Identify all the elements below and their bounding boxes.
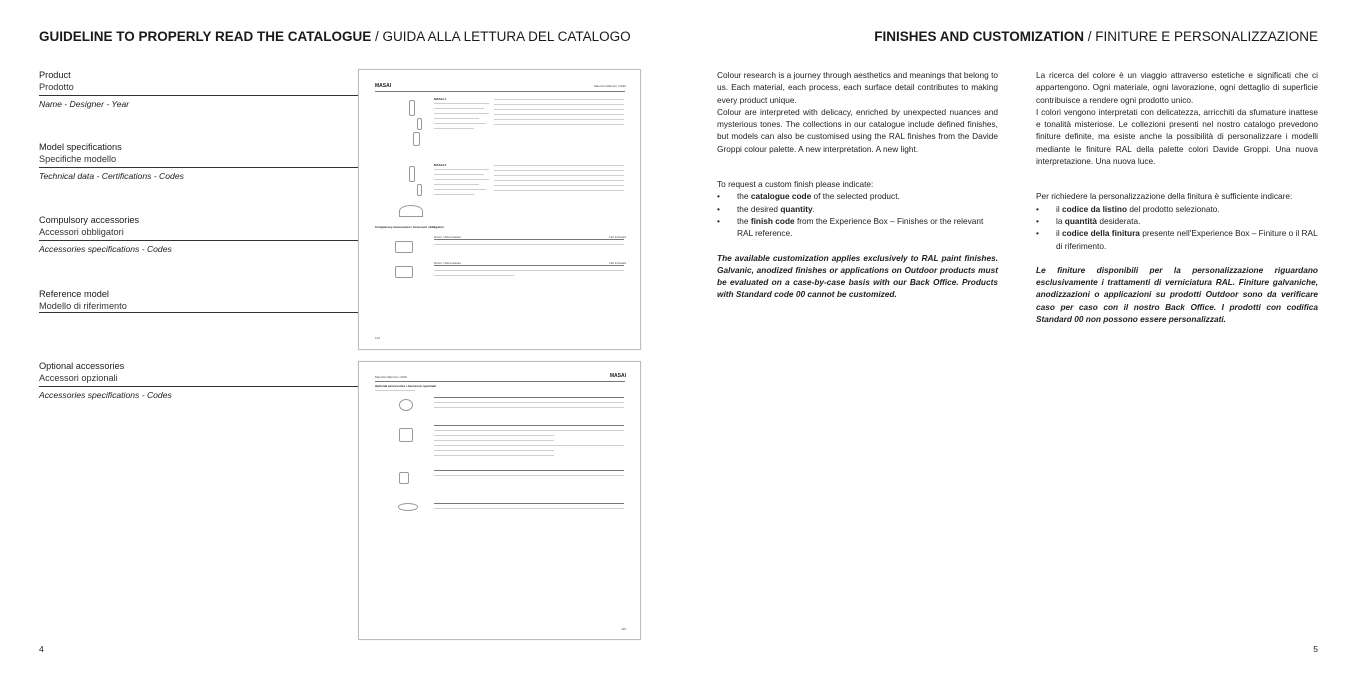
section-label-en: Compulsory accessories <box>39 215 140 225</box>
section-label-it: Accessori obbligatori <box>39 227 124 237</box>
intro-paragraph: Colour research is a journey through aesthetics and meanings that belong to us. Each material, each process, each surface detail contributes to making every product unique. <box>717 70 998 105</box>
left-page-title <box>39 29 631 44</box>
section-label-en: Product <box>39 70 71 80</box>
thumb-optional-label: Optional accessories / Accessori opzionali <box>375 384 436 388</box>
product-drawing <box>417 184 422 196</box>
left-title-light: / GUIDA ALLA LETTURA DEL CATALOGO <box>371 29 631 44</box>
product-drawing <box>399 428 413 442</box>
list-item: • the catalogue code of the selected product. <box>717 190 998 202</box>
product-drawing <box>409 100 415 116</box>
thumb-page-number: 114 <box>375 336 380 340</box>
section-model-specifications <box>39 141 365 181</box>
thumb-designer: Maurizio Marconi | 2015 <box>594 84 626 88</box>
section-desc: Technical data - Certifications - Codes <box>39 171 184 181</box>
catalogue-page-thumbnail <box>358 69 641 350</box>
customization-note: The available customization applies exclusively to RAL paint finishes. Galvanic, anodized finishes or applications on Outdoor products must be evaluated on a case-by-case basis with our Back Office. Products with Standard code 00 cannot be customized. <box>717 252 998 300</box>
request-text: Per richiedere la personalizzazione della finitura è sufficiente indicare: <box>1036 191 1293 202</box>
thumb-rule <box>375 91 625 92</box>
list-item: • the finish code from the Experience Box – Finishes or the relevant RAL reference. <box>717 215 998 240</box>
product-drawing <box>413 132 420 146</box>
section-rule <box>39 95 365 96</box>
list-item: • la quantità desiderata. <box>1036 215 1318 227</box>
product-drawing <box>395 266 413 278</box>
product-drawing <box>399 205 423 217</box>
section-label-it: Accessori opzionali <box>39 373 118 383</box>
page-number-right: 5 <box>1313 644 1318 654</box>
english-column <box>717 69 998 301</box>
intro-paragraph: I colori vengono interpretati con delicatezza, arricchiti da sfumature inattese e tonalità misteriose. Le collezioni presenti nel nostro catalogo prevedono finiture definite, ma esiste anche la possibilità di personalizzare i modelli mediante le finiture RAL della palette colori Davide Groppi. Una nuova interpretazione. Una nuova luce. <box>1036 106 1318 167</box>
section-label-it: Prodotto <box>39 82 74 92</box>
thumb-driver-label: Driver / Alimentatore <box>434 235 462 239</box>
thumb-designer: Maurizio Marconi | 2015 <box>375 375 407 379</box>
section-label-en: Model specifications <box>39 142 122 152</box>
intro-paragraph: La ricerca del colore è un viaggio attraverso estetiche e significati che ci appartengono. Ogni materiale, ogni lavorazione, ogni dettaglio di superficie contribuisce a rendere ogni prodotto unico. <box>1036 70 1318 105</box>
thumb-brand: MASAI <box>609 373 626 379</box>
thumb-driver-label: Driver / Alimentatore <box>434 261 462 265</box>
left-title-bold: GUIDELINE TO PROPERLY READ THE CATALOGUE <box>39 29 372 44</box>
thumb-compulsory-label: Compulsory accessories / Accessori obbligatori <box>375 225 444 229</box>
thumb-model2: MASAI 2 <box>434 163 447 167</box>
product-drawing <box>417 118 422 130</box>
thumb-model1: MASAI 1 <box>434 97 447 101</box>
intro-paragraph: Colour are interpreted with delicacy, enriched by unexpected nuances and mysterious tones. The collections in our catalogue include defined finishes, but models can also be customised using the RAL finishes from the Davide Groppi colour palette. A new interpretation. A new light. <box>717 106 998 154</box>
request-list <box>717 190 998 239</box>
right-page-title <box>874 29 1318 44</box>
list-item: • the desired quantity. <box>717 203 998 215</box>
catalogue-page-thumbnail <box>358 361 641 640</box>
section-reference-model <box>39 288 365 312</box>
product-drawing <box>398 503 418 511</box>
section-product <box>39 69 365 109</box>
section-desc: Accessories specifications - Codes <box>39 244 172 254</box>
italian-column <box>1036 69 1318 325</box>
section-rule <box>39 240 365 241</box>
right-title-light: / FINITURE E PERSONALIZZAZIONE <box>1083 29 1318 44</box>
product-drawing <box>409 166 415 182</box>
right-title-bold: FINISHES AND CUSTOMIZATION <box>874 29 1084 44</box>
section-compulsory-accessories <box>39 214 365 254</box>
section-label-it: Modello di riferimento <box>39 301 127 311</box>
thumb-rule <box>375 381 625 382</box>
section-rule <box>39 167 365 168</box>
section-label-it: Specifiche modello <box>39 154 117 164</box>
thumb-not-included: Not included <box>609 261 626 265</box>
section-desc: Name - Designer - Year <box>39 99 130 109</box>
product-drawing <box>399 472 409 484</box>
customization-note: Le finiture disponibili per la personalizzazione riguardano esclusivamente i trattamenti di verniciatura RAL. Finiture galvaniche, anodizzazioni o applicazioni su prodotti Outdoor sono da verificare caso per caso con il nostro Back Office. I prodotti con codifica Standard 00 non possono essere personalizzati. <box>1036 264 1318 325</box>
page-number-left: 4 <box>39 644 44 654</box>
thumb-brand: MASAI <box>375 83 392 89</box>
thumb-not-included: Not included <box>609 235 626 239</box>
section-optional-accessories <box>39 360 365 400</box>
section-label-en: Optional accessories <box>39 361 125 371</box>
section-rule <box>39 386 365 387</box>
request-list <box>1036 203 1318 252</box>
section-label-en: Reference model <box>39 289 109 299</box>
request-text: To request a custom finish please indicate: <box>717 179 874 190</box>
product-drawing <box>399 399 413 411</box>
product-drawing <box>395 241 413 253</box>
section-desc: Accessories specifications - Codes <box>39 390 172 400</box>
list-item: • il codice della finitura presente nell'Experience Box – Finiture o il RAL di riferimento. <box>1036 227 1318 252</box>
list-item: • il codice da listino del prodotto selezionato. <box>1036 203 1318 215</box>
thumb-page-number: 115 <box>621 627 626 631</box>
